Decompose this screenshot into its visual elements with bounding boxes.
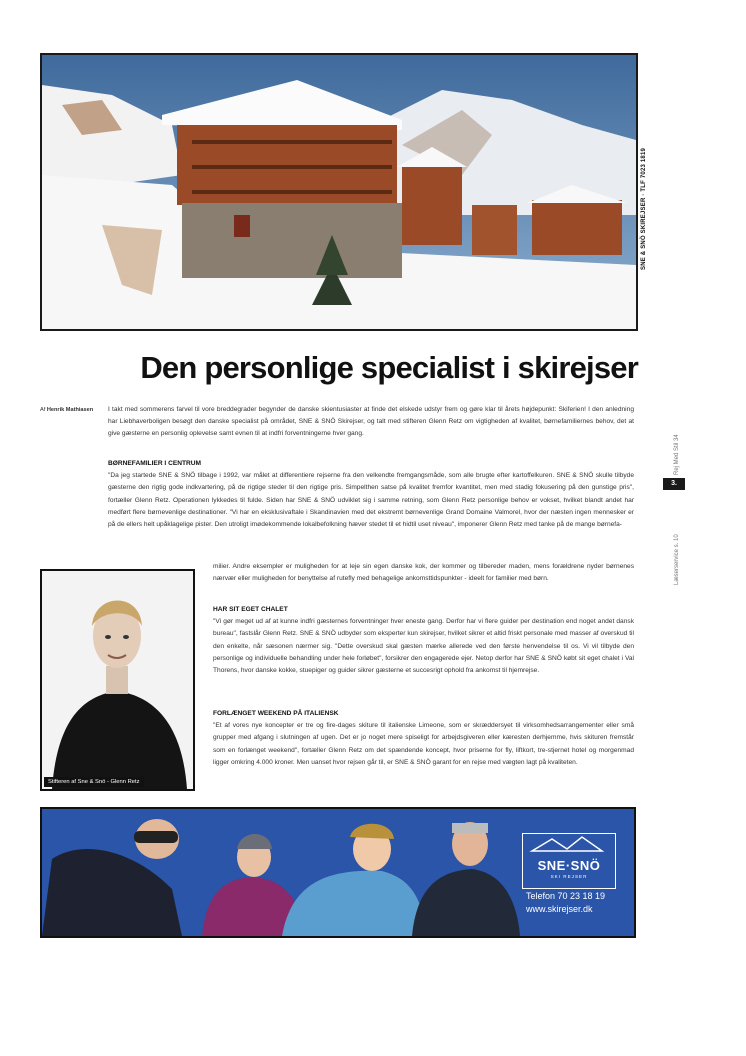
- section-heading: FORLÆNGET WEEKEND PÅ ITALIENSK: [213, 710, 339, 717]
- ad-website-link[interactable]: www.skirejser.dk: [526, 904, 593, 914]
- portrait-photo: [40, 569, 195, 791]
- section-text: "Et af vores nye koncepter er tre og fire-dages skiture til italienske Limeone, som er skræddersyet til virksomhedsarrangementer eller små grupper med afgang i slutningen af ugen. Det er jo noget mere spiseligt for arbejdsgiveren eller kæresten derhjemme, hvis skituren fremstår som en forlænget weekend", fortæller Glenn Retz om det spændende koncept, hvor priserne for fly, liftkort, tre-stjernet hotel og morgenmad ligger omkring 4.000 kroner. Men uanset hvor rejsen går til, er SNE & SNÖ garant for en rejse med vægten lagt på kvaliteten.: [213, 722, 634, 766]
- section-heading: BØRNEFAMILIER I CENTRUM: [108, 460, 202, 467]
- section-bornefamilier: [108, 450, 634, 531]
- section-chalet: [213, 596, 634, 677]
- section-weekend: [213, 700, 634, 769]
- page-number-tab: 3.: [663, 478, 685, 490]
- portrait-caption: Stifteren af Sne & Snö - Glenn Retz: [44, 777, 144, 787]
- ad-banner[interactable]: [40, 807, 636, 938]
- rail-section-label: Rej Med Stil 34: [674, 434, 680, 475]
- section-text: "Vi gør meget ud af at kunne indfri gæsternes forventninger hver eneste gang. Derfor har vi flere guider per destination end noget andet dansk bureau", fastslår Glenn Retz. SNE & SNÖ udbyder som eksperter kun skirejser, hvilket sikrer et altid friskt personale med masser af overskud til den enkelte, når sæsonen nærmer sig. "Dette overskud skal gæsten mærke allerede ved den første henvendelse til os. Vi vil tilbyde den personlige og individuelle behandling under hele forløbet", forsikrer den engagerede ejer. Netop derfor har SNE & SNÖ købt sit eget chalet i Val Thorens, hvor danske kokke, stuepiger og guider sikrer gæsterne et succesrigt ophold fra ankomst til hjemrejse.: [213, 618, 634, 675]
- section-heading: HAR SIT EGET CHALET: [213, 606, 288, 613]
- rail-reader-service: Læserservice s. 10: [674, 534, 680, 585]
- author-name: Henrik Mathiasen: [46, 407, 94, 413]
- byline: Af Henrik Mathiasen: [40, 407, 94, 413]
- section-bornefamilier-continued: milier. Andre eksempler er muligheden for at leje sin egen danske kok, der kommer og tilbereder maden, mens forældrene nyder børnenes nærvær eller muligheden for benyttelse af rutefly med behagelige ankomsttidspunkter - ideelt for familier med børn.: [213, 563, 634, 583]
- section-text: "Da jeg startede SNE & SNÖ tilbage i 1992, var målet at differentiere rejserne fra den velkendte fremgangsmåde, som alle brugte efter kartoffelkuren. SNE & SNÖ skulle tilbyde gæsterne den rigtig gode indkvartering, på de rigtige steder til den rigtige pris. Simpelthen satse på kvalitet fremfor kvantitet, men med stadig fokusering på den gunstige pris", fortæller Glenn Retz. Operationen lykkedes til fulde. Siden har SNE & SNÖ udviklet sig i samme retning, som Glenn Retz personlige behov er vokset, hvilket blandt andet har medført flere børnevenlige destinationer. "Vi har en eksklusivaftale i Skandinavien med det ekstremt børnevenlige Grand Domaine Valmorel, hvor der næsten ingen mennesker er på de ellers helt upåklagelige pister. Den utroligt imødekommende lokalbefolkning hæver stedet til et hidtil uset niveau", imponerer Glenn Retz med tanke på de mange børnefa-: [108, 472, 634, 529]
- intro-paragraph: I takt med sommerens farvel til vore breddegrader begynder de danske skientusiaster at finde det elskede udstyr frem og gøre klar til årets højdepunkt: Skiferien! I den anledning har Liebhaverboligen besøgt den danske specialist på området, SNE & SNÖ Skirejser, og talt med stifteren Glenn Retz om vigtigheden af kvalitet, børnefamiliernes behov, det at give gæsterne en personlig oplevelse samt evnen til at indfri forventningerne hver gang.: [108, 406, 634, 438]
- ad-phone: Telefon 70 23 18 19: [526, 891, 606, 901]
- page-title: Den personlige specialist i skirejser: [140, 350, 638, 385]
- brand-logo: SNE·SNÖ SKI REJSER: [522, 833, 616, 889]
- chalet-photo: [40, 53, 638, 331]
